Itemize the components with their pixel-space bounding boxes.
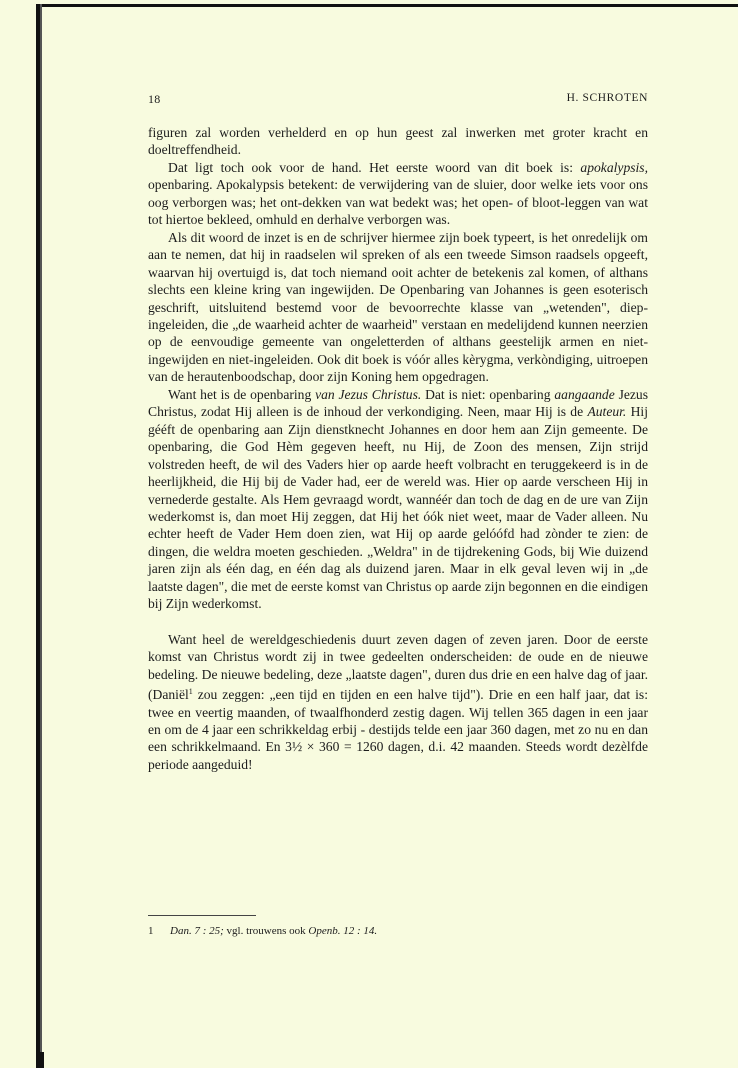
scan-border-corner [36, 1052, 44, 1068]
scan-border-top [40, 4, 738, 7]
running-head: H. SCHROTEN [566, 92, 648, 104]
body-text [148, 124, 648, 773]
paragraph: Als dit woord de inzet is en de schrijver hiermee zijn boek typeert, is het onredelijk om aan te nemen, dat hij in raadselen wil spreken of als een tweede Simson raadsels opgeeft, waarvan hij overtuigd is, dat toch niemand ooit achter de betekenis zal komen, of althans slechts een kleine kring van ingewijden. De Openbaring van Johannes is geen esoterisch geschrift, uitsluitend bestemd voor de bevoorrechte klasse van „wetenden", diep-ingeleiden, die „de waarheid achter de waarheid" verstaan en medelijdend kunnen neerzien op de eenvoudige gemeente van ongeletterden of althans geestelijk armen en niet-ingewijden en niet-ingeleiden. Ook dit boek is vóór alles kèrygma, verkòndiging, uitroepen van de herautenboodschap, door zijn Koning hem opgedragen. [148, 229, 648, 385]
paragraph: Want heel de wereldgeschiedenis duurt zeven dagen of zeven jaren. Door de eerste komst van Christus wordt zij in twee gedeelten onderscheiden: de oude en de nieuwe bedeling. De nieuwe bedeling, deze „laatste dagen", duren dus drie en een halve dag of jaar. (Daniël$^1$ zou zeggen: „een tijd en tijden en een halve tijd"). Drie en een half jaar, dat is: twee en veertig maanden, of twaalfhonderd zestig dagen. Wij tellen 365 dagen in een jaar en om de 4 jaar een schrikkeldag erbij - destijds telde een jaar 360 dagen, met zo nu en dan een schrikkelmaand. En 3½ × 360 = 1260 dagen, d.i. 42 maanden. Steeds wordt dezèlfde periode aangeduid! [148, 631, 648, 772]
page-number: 18 [148, 92, 161, 106]
paragraph: figuren zal worden verhelderd en op hun geest zal inwerken met groter kracht en doeltreffendheid. [148, 125, 648, 158]
footnote-reference: Dan. 7 : 25; [170, 925, 224, 937]
footnote-reference: Openb. 12 : 14. [308, 925, 378, 937]
footnote-rule [148, 915, 256, 916]
paragraph: Want het is de openbaring van Jezus Christus. Dat is niet: openbaring aangaande Jezus Christus, zodat Hij alleen is de inhoud der verkondiging. Neen, maar Hij is de Auteur. Hij gééft de openbaring aan Zijn dienstknecht Johannes en door hem aan Zijn gemeente. De openbaring, die God Hèm gegeven heeft, nu Hij, de Zoon des mensen, Zijn strijd volstreden heeft, de wil des Vaders hier op aarde heeft volbracht en teruggekeerd is in de heerlijkheid, die Hij bij de Vader had, eer de wereld was. Hier op aarde verscheen Hij in vernederde gestalte. Als Hem gevraagd wordt, wannéér dan toch de dag en de ure van Zijn wederkomst is, dan moet Hij zeggen, dat Hij het óók niet weet, maar de Vader alleen. Nu echter heeft de Vader Hem doen zien, wat Hij op aarde gelóófd had zònder te zien: de dingen, die weldra moeten geschieden. „Weldra" in de tijdrekening Gods, bij Wie duizend jaren zijn als één dag, en één dag als duizend jaren. Maar in elk geval leven wij in „de laatste dagen", die met de eerste komst van Christus op aarde zijn begonnen en die eindigen bij Zijn wederkomst. [148, 386, 649, 612]
page-header [148, 92, 648, 108]
footnote-marker: 1 [188, 687, 193, 697]
footnote: 1 Dan. 7 : 25; vgl. trouwens ook Openb. 12 : 14. [148, 925, 378, 937]
scan-border-left-inner [40, 4, 42, 1066]
paragraph: Dat ligt toch ook voor de hand. Het eerste woord van dit boek is: apokalypsis, openbaring. Apokalypsis betekent: de verwijdering van de sluier, door welke iets voor ons oog verborgen was; het ont-dekken van wat bedekt was; het open- of bloot-leggen van wat tot hiertoe bekleed, omhuld en derhalve verborgen was. [148, 159, 648, 228]
footnote-number: 1 [148, 925, 154, 937]
